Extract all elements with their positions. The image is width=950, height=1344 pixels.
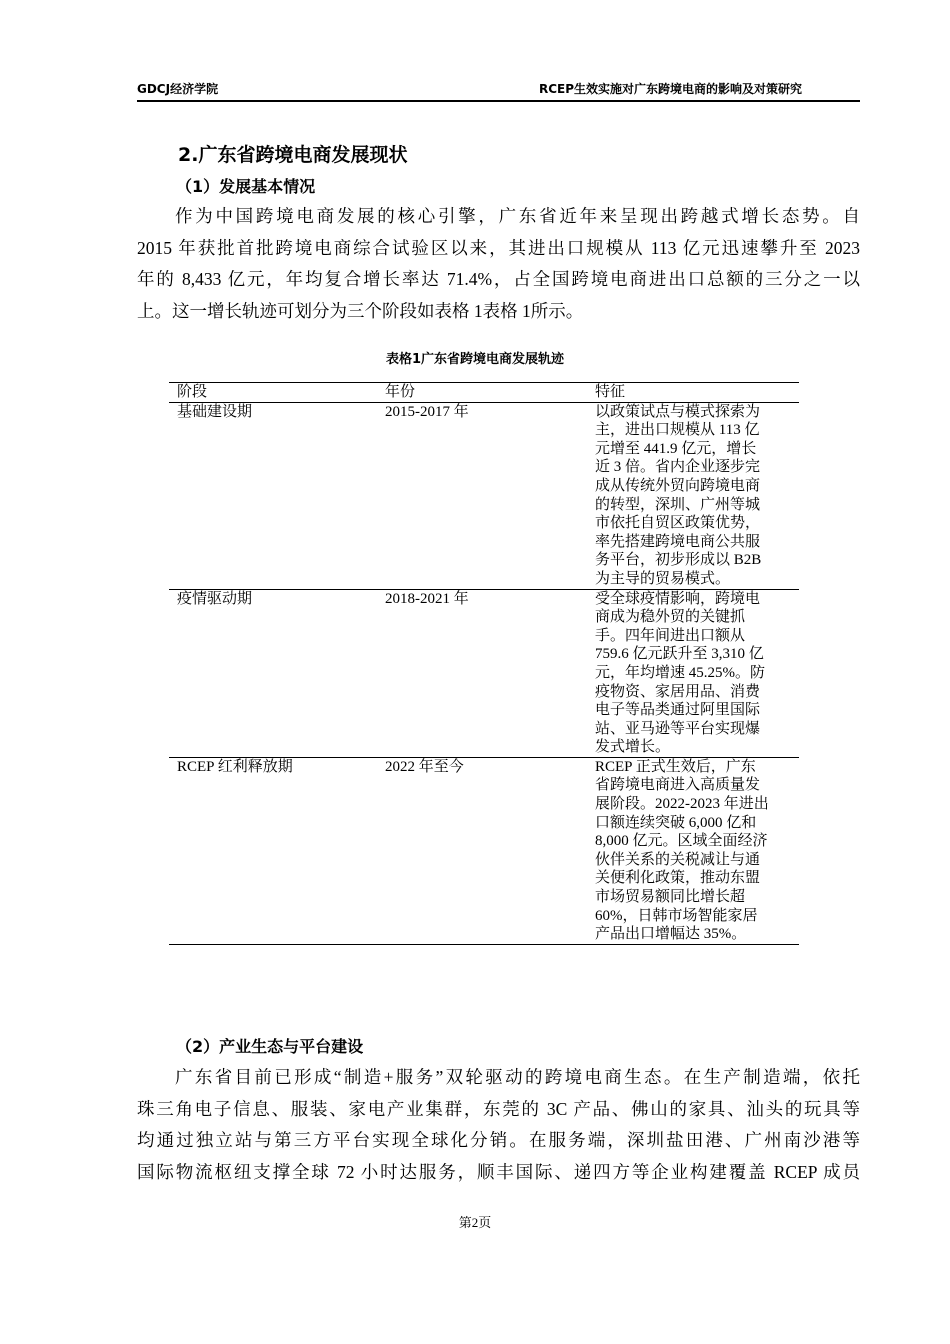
header-paper-title: RCEP生效实施对广东跨境电商的影响及对策研究 (538, 82, 802, 96)
header-institution: GDCJ经济学院 (137, 82, 219, 96)
feature-line: 8,000 亿元。区域全面经济 (595, 833, 768, 850)
table-caption: 表格1广东省跨境电商发展轨迹 (385, 352, 565, 367)
feature-line: 元，年均增速 45.25%。防 (595, 664, 765, 681)
paragraph-line: 年的 8,433 亿元，年均复合增长率达 71.4%，占全国跨境电商进出口总额的三分之一以 (137, 269, 860, 289)
feature-line: 近 3 倍。省内企业逐步完 (595, 459, 761, 476)
paragraph-line: 均通过独立站与第三方平台实现全球化分销。在服务端，深圳盐田港、广州南沙港等 (137, 1130, 860, 1150)
feature-line: 率先搭建跨境电商公共服 (595, 533, 761, 550)
cell-features (587, 757, 799, 944)
feature-line: 市场贸易额同比增长超 (595, 889, 746, 906)
header-years: 年份 (377, 383, 587, 403)
feature-line: 759.6 亿元跃升至 3,310 亿 (595, 646, 764, 663)
header-stage: 阶段 (169, 383, 377, 403)
header-features: 特征 (587, 383, 799, 403)
cell-stage: 基础建设期 (169, 402, 377, 589)
feature-line: 商成为稳外贸的关键抓 (595, 609, 746, 626)
table-row (169, 402, 799, 589)
paragraph-line: 珠三角电子信息、服装、家电产业集群，东莞的 3C 产品、佛山的家具、汕头的玩具等 (137, 1098, 860, 1119)
paragraph-line: 2015 年获批首批跨境电商综合试验区以来，其进出口规模从 113 亿元迅速攀升至 2023 (137, 237, 860, 258)
feature-line: RCEP 正式生效后，广东 (595, 758, 756, 775)
cell-years: 2015-2017 年 (377, 402, 587, 589)
table-row (169, 589, 799, 757)
feature-line: 市依托自贸区政策优势， (595, 515, 761, 532)
cell-features (587, 589, 799, 757)
feature-line: 手。四年间进出口额从 (595, 627, 746, 644)
section-title: 2.广东省跨境电商发展现状 (178, 144, 408, 166)
cell-stage: RCEP 红利释放期 (169, 757, 377, 944)
feature-line: 口额连续突破 6,000 亿和 (595, 814, 757, 831)
cell-features (587, 402, 799, 589)
subsection-title-1: （1）发展基本情况 (176, 177, 316, 196)
feature-line: 发式增长。 (595, 739, 671, 756)
feature-line: 60%，日韩市场智能家居 (595, 907, 758, 924)
cell-years: 2018-2021 年 (377, 589, 587, 757)
feature-line: 省跨境电商进入高质量发 (595, 777, 761, 794)
feature-line: 受全球疫情影响，跨境电 (595, 590, 761, 607)
subsection-title-2: （2）产业生态与平台建设 (176, 1037, 364, 1056)
table-row (169, 757, 799, 944)
paragraph-line: 作为中国跨境电商发展的核心引擎，广东省近年来呈现出跨越式增长态势。自 (175, 206, 860, 226)
paragraph-line: 上。这一增长轨迹可划分为三个阶段如表格 1表格 1所示。 (137, 300, 584, 321)
paragraph-industry-ecosystem (137, 1062, 860, 1188)
feature-line: 的转型，深圳、广州等城 (595, 496, 761, 513)
paragraph-development-overview (137, 201, 860, 327)
cell-stage: 疫情驱动期 (169, 589, 377, 757)
feature-line: 主，进出口规模从 113 亿 (595, 422, 760, 439)
development-trajectory-table (169, 382, 799, 945)
feature-line: 成从传统外贸向跨境电商 (595, 477, 761, 494)
feature-line: 产品出口增幅达 35%。 (595, 926, 747, 943)
paragraph-line: 广东省目前已形成“制造+服务”双轮驱动的跨境电商生态。在生产制造端，依托 (175, 1067, 860, 1087)
feature-line: 站、亚马逊等平台实现爆 (595, 720, 761, 737)
feature-line: 疫物资、家居用品、消费 (595, 683, 761, 700)
page-header (137, 78, 860, 102)
table-header-row (169, 383, 799, 403)
feature-line: 伙伴关系的关税减让与通 (595, 851, 761, 868)
feature-line: 元增至 441.9 亿元，增长 (595, 440, 757, 457)
feature-line: 为主导的贸易模式。 (595, 570, 731, 587)
feature-line: 务平台，初步形成以 B2B (595, 552, 762, 569)
feature-line: 电子等品类通过阿里国际 (595, 702, 761, 719)
cell-years: 2022 年至今 (377, 757, 587, 944)
feature-line: 展阶段。2022-2023 年进出 (595, 796, 769, 813)
paragraph-line: 国际物流枢纽支撑全球 72 小时达服务，顺丰国际、递四方等企业构建覆盖 RCEP 成员 (137, 1161, 860, 1182)
feature-line: 以政策试点与模式探索为 (595, 403, 761, 420)
feature-line: 关便利化政策，推动东盟 (595, 870, 761, 887)
page-number: 第2页 (458, 1215, 492, 1230)
